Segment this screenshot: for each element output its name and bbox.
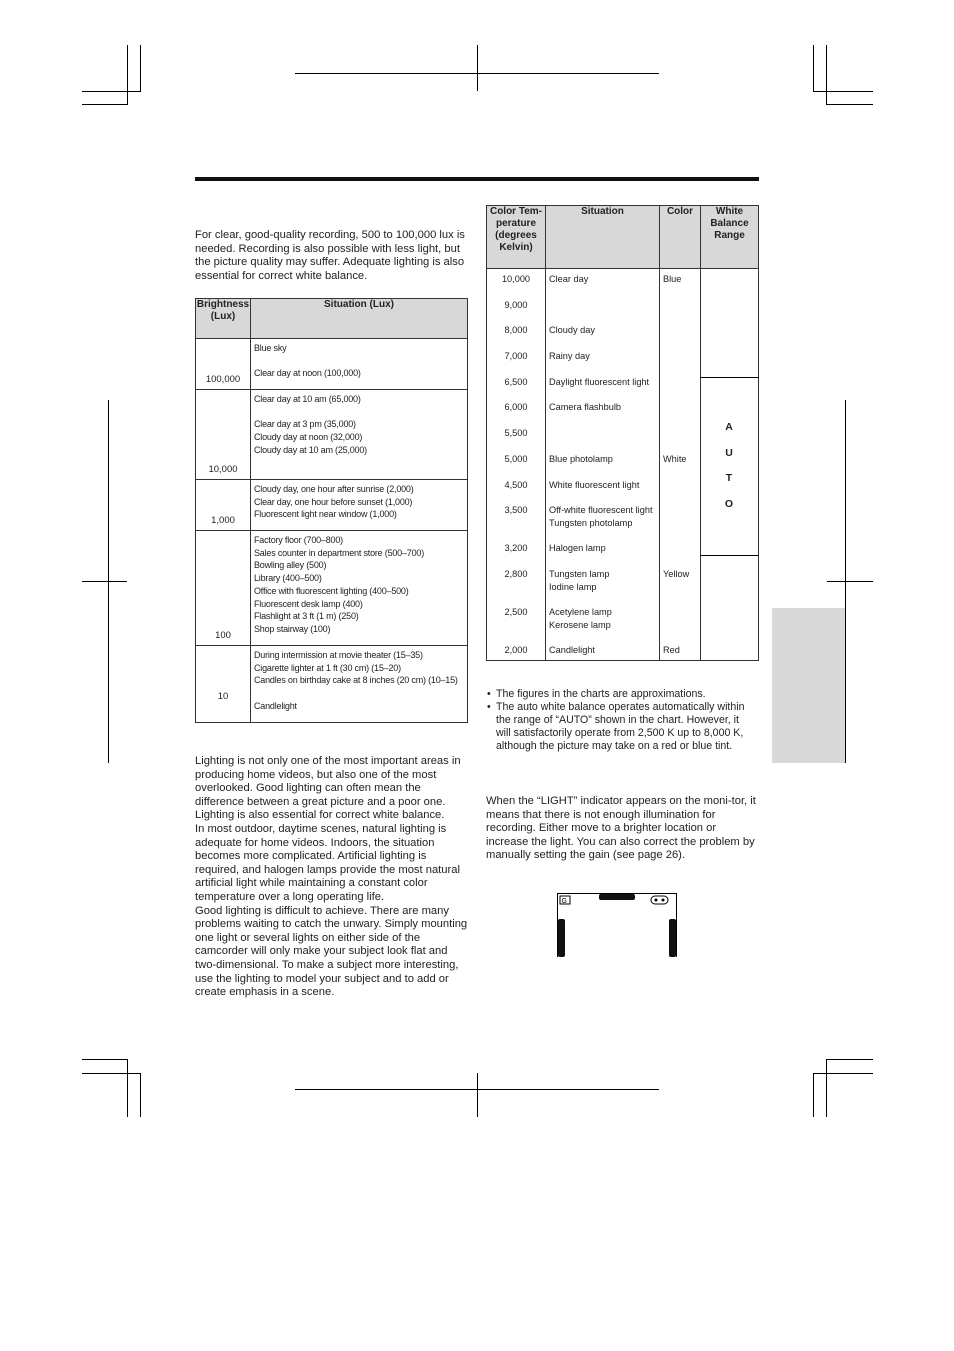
lighting-text — [195, 755, 469, 1000]
situation-line: Off-white fluorescent light — [549, 505, 653, 516]
situation-line — [254, 406, 464, 419]
situation-value: White fluorescent light — [549, 479, 640, 490]
situation-line: Cloudy day at noon (32,000) — [254, 432, 363, 443]
color-value: Red — [663, 644, 680, 655]
lux-value: 1,000 — [211, 515, 235, 526]
col-header-situation: Situation (Lux) — [251, 299, 468, 339]
situation-line: Office with fluorescent lighting (400–500) — [254, 585, 409, 596]
brightness-table — [195, 298, 468, 723]
header-rule — [195, 177, 759, 181]
situation-value — [549, 606, 659, 644]
situation-line — [254, 355, 464, 368]
situation-line: Blue sky — [254, 343, 287, 353]
col-header-kelvin: Color Tem-perature (degrees Kelvin) — [487, 206, 546, 269]
situation-column — [546, 269, 660, 661]
situation-line: Factory floor (700–800) — [254, 535, 343, 545]
lighting-paragraph: Lighting is not only one of the most important areas in producing home videos, but also one of the most overlooked. Good lighting can often mean the difference between a great picture and a poor one. Lighting is also essential for correct white balance. — [195, 755, 461, 822]
auto-letter: O — [724, 498, 734, 510]
kelvin-value: 7,000 — [504, 351, 528, 362]
kelvin-value: 6,500 — [504, 376, 528, 387]
lux-value: 100 — [215, 630, 231, 641]
kelvin-value: 5,000 — [504, 453, 528, 464]
kelvin-value: 2,000 — [504, 644, 528, 655]
auto-letter: U — [725, 447, 733, 459]
table-row — [196, 531, 468, 646]
kelvin-value: 4,500 — [504, 479, 528, 490]
situation-value: Clear day — [549, 274, 589, 284]
situation-line: Tungsten lamp — [549, 568, 610, 579]
lux-value: 100,000 — [205, 374, 241, 385]
situation-value: Halogen lamp — [549, 543, 606, 554]
intro-text: For clear, good-quality recording, 500 to 100,000 lux is needed. Recording is also possible with less light, but the picture quality may suffer. Adequate lighting is also essential for correct white balance. — [195, 229, 465, 282]
situation-value: Camera flashbulb — [549, 402, 622, 413]
monitor-illustration — [557, 893, 677, 957]
situation-line: During intermission at movie theater (15–35) — [254, 650, 423, 660]
situation-line: Clear day at 3 pm (35,000) — [254, 419, 356, 430]
situation-line: Cigarette lighter at 1 ft (30 cm) (15–20) — [254, 662, 401, 673]
situation-line: Cloudy day at 10 am (25,000) — [254, 444, 367, 455]
section-tab — [772, 608, 845, 763]
situation-line: Flashlight at 3 ft (1 m) (250) — [254, 611, 359, 622]
situation-line: Kerosene lamp — [549, 619, 611, 630]
list-item: • The figures in the charts are approximations. — [487, 688, 706, 700]
situation-line: Iodine lamp — [549, 581, 597, 592]
situation-line: Library (400–500) — [254, 573, 322, 584]
situation-value: Cloudy day — [549, 325, 595, 336]
table-row — [196, 480, 468, 531]
kelvin-value: 6,000 — [504, 402, 528, 413]
situation-value: Candlelight — [549, 644, 595, 655]
color-value: Blue — [663, 274, 682, 284]
lighting-paragraph: In most outdoor, daytime scenes, natural lighting is adequate for home videos. Indoors, the situation becomes more complicated. Artificial lighting is required, and halogen lamps provide the most natural artificial light while maintaining a constant color temperature over a long operating life. — [195, 822, 460, 903]
light-indicator-text: When the “LIGHT” indicator appears on the moni-tor, it means that there is not enough illumination for recording. Either move to a brighter location or increase the light. You can also correct the problem by manually setting the gain (see page 26). — [486, 795, 756, 862]
table-row — [196, 390, 468, 480]
color-value: Yellow — [663, 568, 690, 579]
lux-value: 10 — [217, 691, 229, 702]
col-header-color: Color — [660, 206, 701, 269]
kelvin-value: 2,500 — [504, 606, 528, 617]
situation-line: Tungsten photolamp — [549, 517, 633, 528]
auto-letter: T — [725, 472, 733, 484]
color-value: White — [663, 453, 687, 464]
situation-line: Fluorescent light near window (1,000) — [254, 509, 397, 520]
kelvin-value: 3,200 — [504, 543, 528, 554]
kelvin-value: 5,500 — [504, 428, 528, 439]
situation-line: Candles on birthday cake at 8 inches (20 cm) (10–15) — [254, 675, 458, 686]
situation-line: Clear day at noon (100,000) — [254, 368, 361, 379]
kelvin-column — [487, 269, 546, 661]
col-header-situation: Situation — [546, 206, 660, 269]
auto-letter: A — [725, 421, 733, 433]
situation-value: Blue photolamp — [549, 453, 613, 464]
situation-value — [549, 299, 659, 325]
situation-value — [549, 427, 659, 453]
situation-line: Clear day, one hour before sunset (1,000) — [254, 496, 413, 507]
col-header-white-balance: White Balance Range — [701, 206, 759, 269]
auto-range-top — [700, 377, 759, 378]
situation-value — [549, 504, 659, 542]
svg-text:G: G — [561, 898, 567, 905]
note-text: The figures in the charts are approximations. — [496, 688, 706, 700]
situation-line: Sales counter in department store (500–700) — [254, 547, 425, 558]
note-text: The auto white balance operates automatically within the range of “AUTO” shown in the chart. However, it will satisfactorily operate from 2,500 K up to 8,000 K, although the picture may take on a red or blue tint. — [496, 700, 745, 752]
situation-line: Bowling alley (500) — [254, 560, 327, 571]
auto-range-bottom — [700, 555, 759, 556]
kelvin-value: 3,500 — [504, 505, 528, 516]
situation-line: Candlelight — [254, 700, 297, 711]
situation-value — [549, 568, 659, 606]
kelvin-value: 8,000 — [504, 325, 528, 336]
situation-value: Daylight fluorescent light — [549, 376, 650, 387]
situation-line: Cloudy day, one hour after sunrise (2,000) — [254, 484, 414, 494]
situation-value: Rainy day — [549, 351, 590, 362]
lux-value: 10,000 — [208, 464, 238, 475]
kelvin-value: 9,000 — [504, 299, 528, 310]
kelvin-value: 2,800 — [504, 568, 528, 579]
list-item: • The auto white balance operates automatically within the range of “AUTO” shown in the chart. However, it will satisfactorily operate from 2,500 K up to 8,000 K, although the picture may take on a red or blue tint. — [487, 701, 753, 753]
white-balance-column — [701, 269, 759, 661]
situation-line: Fluorescent desk lamp (400) — [254, 598, 363, 609]
table-row — [196, 339, 468, 390]
situation-line: Shop stairway (100) — [254, 623, 331, 634]
kelvin-value: 10,000 — [501, 274, 531, 284]
situation-line: Clear day at 10 am (65,000) — [254, 394, 361, 404]
color-column — [660, 269, 701, 661]
lighting-paragraph: Good lighting is difficult to achieve. There are many problems waiting to catch the unwary. Simply mounting one light or several lights on either side of the camcorder will only make your subject look flat and two-dimensional. To make a subject more interesting, use the lighting to model your subject and to add or create emphasis in a scene. — [195, 904, 468, 999]
situation-line — [254, 687, 464, 700]
table-row — [196, 646, 468, 723]
notes-list — [487, 688, 753, 753]
situation-line: Acetylene lamp — [549, 606, 612, 617]
col-header-brightness: Brightness (Lux) — [196, 299, 251, 339]
